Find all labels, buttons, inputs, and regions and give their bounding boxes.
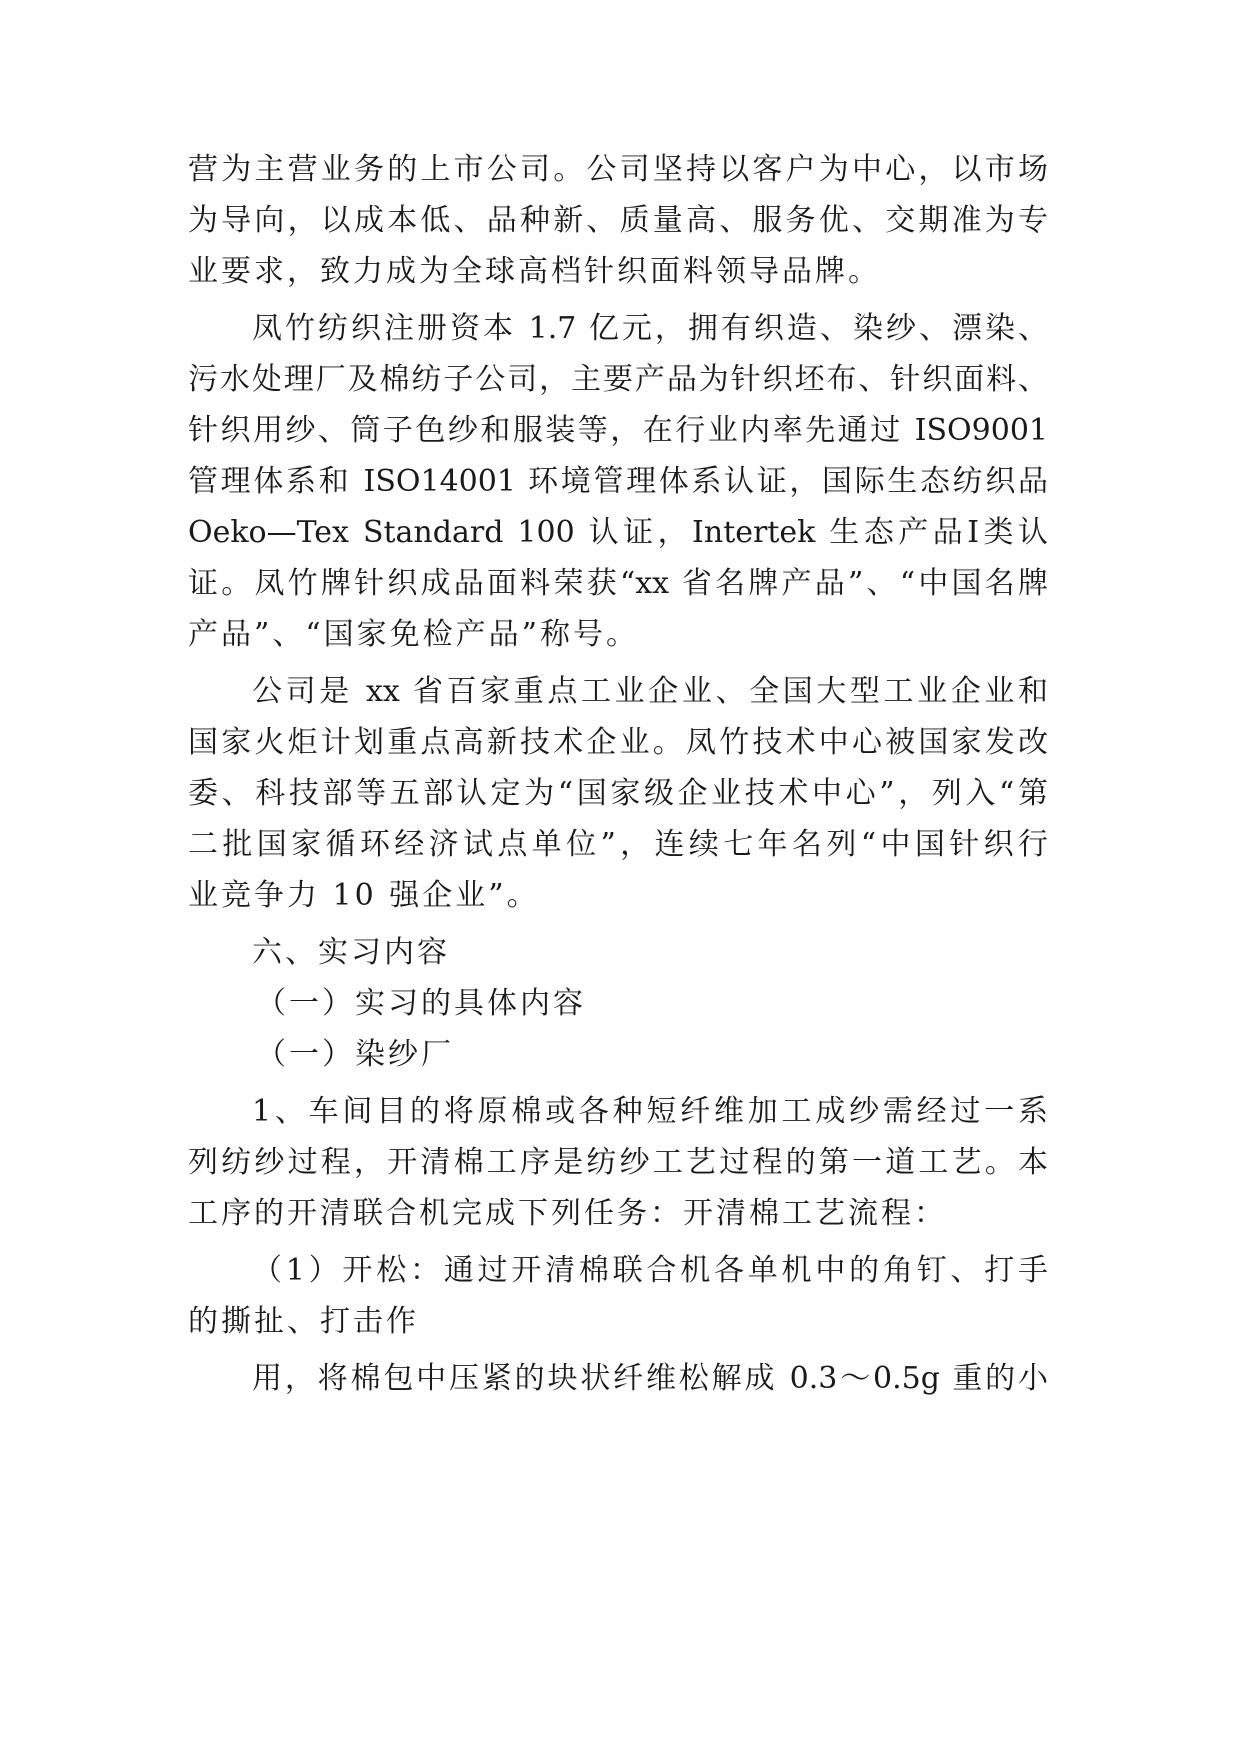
text-line: Oeko—Tex Standard 100 认证，Intertek 生态产品Ⅰ类认 [188,515,1048,550]
text-line: 业要求，致力成为全球高档针织面料领导品牌。 [188,254,881,289]
text-line: 污水处理厂及棉纺子公司，主要产品为针织坯布、针织面料、 [188,362,1048,397]
text-line: 管理体系和 ISO14001 环境管理体系认证，国际生态纺织品 [188,464,1048,499]
text-line: 国家火炬计划重点高新技术企业。凤竹技术中心被国家发改 [188,725,1048,760]
text-line: 1、车间目的将原棉或各种短纤维加工成纱需经过一系 [252,1094,1048,1129]
section-heading: 六、实习内容 [252,935,450,970]
text-line: 二批国家循环经济试点单位”，连续七年名列“中国针织行 [188,827,1048,862]
text-line: 的撕扯、打击作 [188,1304,419,1339]
text-line: 公司是 xx 省百家重点工业企业、全国大型工业企业和 [252,674,1048,709]
text-line: 用，将棉包中压紧的块状纤维松解成 0.3～0.5g 重的小 [252,1361,1048,1396]
text-line: 凤竹纺织注册资本 1.7 亿元，拥有织造、染纱、漂染、 [252,311,1048,346]
text-line: 工序的开清联合机完成下列任务：开清棉工艺流程： [188,1196,947,1231]
subsection-heading: （一）染纱厂 [256,1037,454,1072]
text-line: 为导向，以成本低、品种新、质量高、服务优、交期准为专 [188,203,1048,238]
text-line: 营为主营业务的上市公司。公司坚持以客户为中心，以市场 [188,152,1048,187]
text-line: 产品”、“国家免检产品”称号。 [188,617,640,652]
text-line: 列纺纱过程，开清棉工序是纺纱工艺过程的第一道工艺。本 [188,1145,1048,1180]
text-line: （1）开松：通过开清棉联合机各单机中的角钉、打手 [252,1253,1048,1288]
text-line: 业竞争力 10 强企业”。 [188,878,540,913]
text-line: 证。凤竹牌针织成品面料荣获“xx 省名牌产品”、“中国名牌 [188,566,1048,601]
text-line: 委、科技部等五部认定为“国家级企业技术中心”，列入“第 [188,776,1048,811]
text-line: 针织用纱、筒子色纱和服装等，在行业内率先通过 ISO9001 [188,413,1048,448]
subsection-heading: （一）实习的具体内容 [256,986,586,1021]
